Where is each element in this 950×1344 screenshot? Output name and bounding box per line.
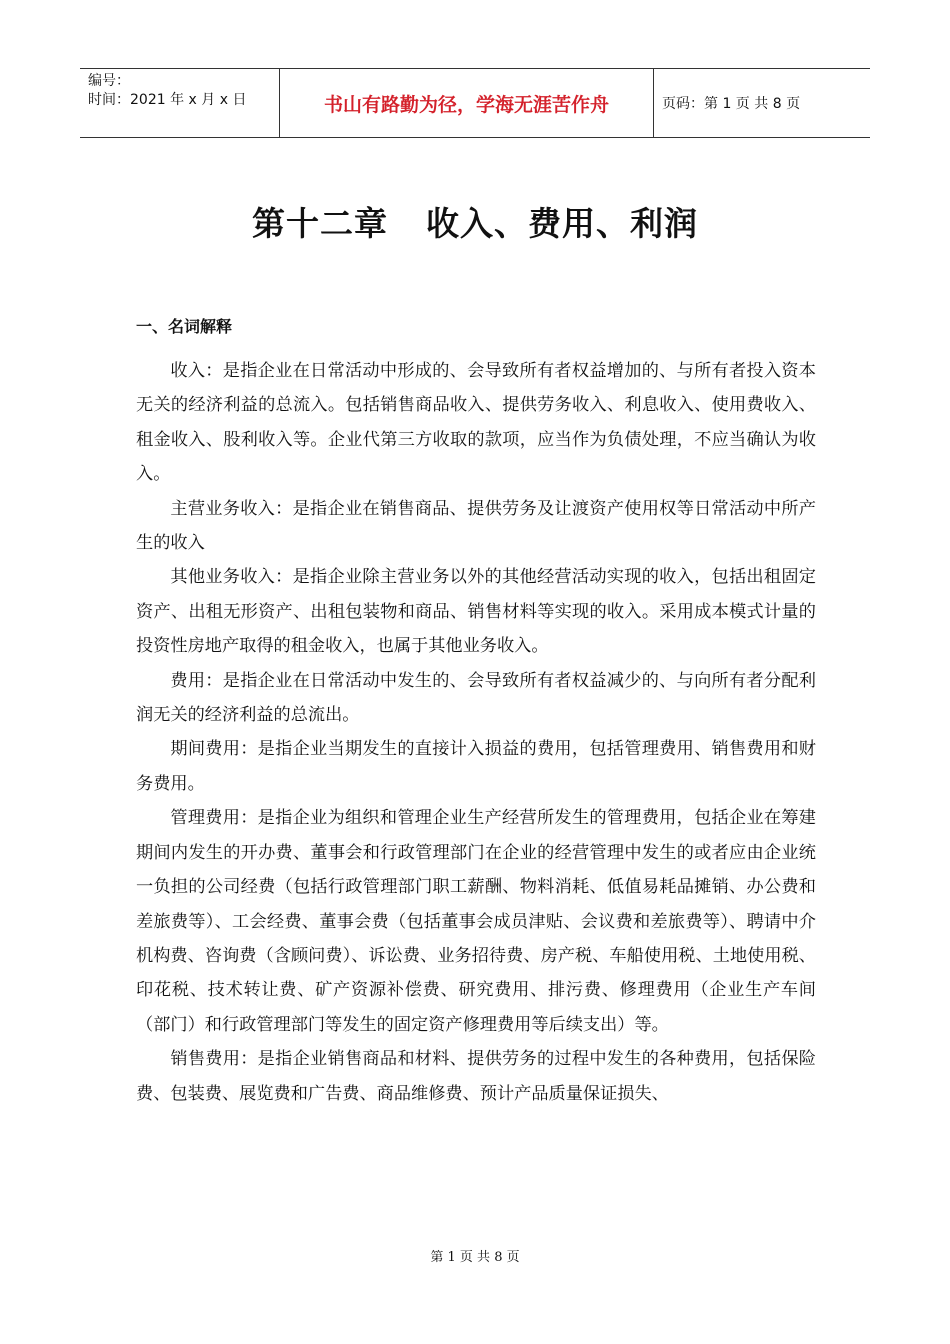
paragraph: 主营业务收入：是指企业在销售商品、提供劳务及让渡资产使用权等日常活动中所产生的收入: [136, 498, 816, 554]
page-footer: 第 1 页 共 8 页: [430, 1250, 520, 1265]
chapter-topic: 收入、费用、利润: [426, 204, 698, 243]
header-meta: [80, 69, 280, 137]
document-body: [136, 354, 816, 1111]
chapter-title: [0, 198, 950, 245]
section-heading: 一、名词解释: [136, 317, 233, 336]
paragraph: 管理费用：是指企业为组织和管理企业生产经营所发生的管理费用，包括企业在筹建期间内发生的开办费、董事会和行政管理部门在企业的经营管理中发生的或者应由企业统一负担的公司经费（包括行政管理部门职工薪酬、物料消耗、低值易耗品摊销、办公费和差旅费等）、工会经费、董事会费（包括董事会成员津贴、会议费和差旅费等）、聘请中介机构费、咨询费（含顾问费）、诉讼费、业务招待费、房产税、车船使用税、土地使用税、印花税、技术转让费、矿产资源补偿费、研究费用、排污费、修理费用（企业生产车间（部门）和行政管理部门等发生的固定资产修理费用等后续支出）等。: [136, 808, 816, 1035]
document-time-label: 时间：2021 年 x 月 x 日: [88, 92, 247, 108]
chapter-number: 第十二章: [252, 204, 388, 243]
header-page-info: 页码：第 1 页 共 8 页: [662, 96, 801, 112]
paragraph: 费用：是指企业在日常活动中发生的、会导致所有者权益减少的、与向所有者分配利润无关的经济利益的总流出。: [136, 670, 816, 726]
paragraph: 收入：是指企业在日常活动中形成的、会导致所有者权益增加的、与所有者投入资本无关的经济利益的总流入。包括销售商品收入、提供劳务收入、利息收入、使用费收入、租金收入、股利收入等。企业代第三方收取的款项，应当作为负债处理，不应当确认为收入。: [136, 361, 816, 485]
paragraph: 销售费用：是指企业销售商品和材料、提供劳务的过程中发生的各种费用，包括保险费、包装费、展览费和广告费、商品维修费、预计产品质量保证损失、: [136, 1049, 816, 1104]
header-motto: 书山有路勤为径，学海无涯苦作舟: [280, 69, 654, 137]
paragraph: 期间费用：是指企业当期发生的直接计入损益的费用，包括管理费用、销售费用和财务费用。: [136, 739, 816, 794]
document-number-label: 编号：: [88, 73, 130, 89]
paragraph: 其他业务收入：是指企业除主营业务以外的其他经营活动实现的收入，包括出租固定资产、出租无形资产、出租包装物和商品、销售材料等实现的收入。采用成本模式计量的投资性房地产取得的租金收入，也属于其他业务收入。: [136, 567, 816, 657]
page-header: [80, 68, 870, 138]
